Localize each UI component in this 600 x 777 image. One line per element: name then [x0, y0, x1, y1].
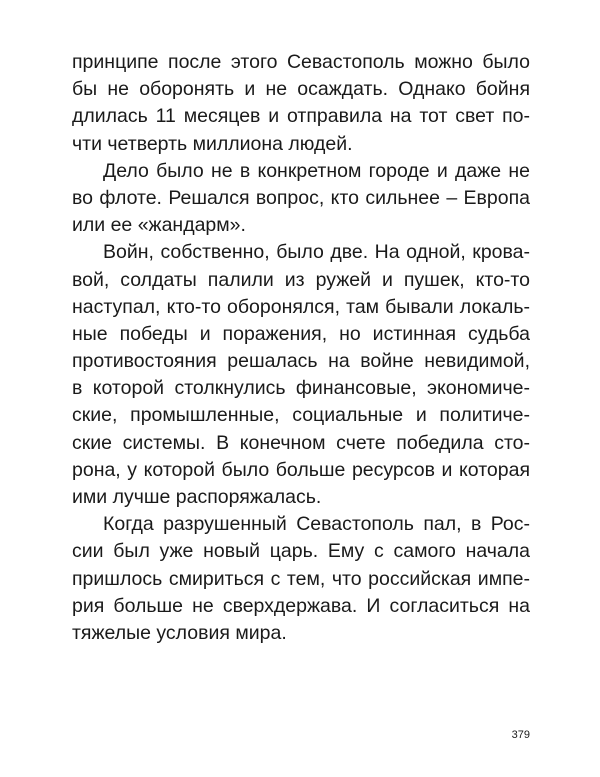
text-line: в которой столкнулись финансовые, экономиче- — [72, 377, 530, 400]
body-text — [72, 49, 530, 647]
text-line: рия больше не сверхдержава. И согласиться на — [72, 594, 530, 617]
paragraph-4 — [72, 511, 530, 647]
text-line: ими лучше распоряжалась. — [72, 486, 322, 508]
text-line: ные победы и поражения, но истинная судьба — [72, 322, 530, 345]
text-line: бы не оборонять и не осаждать. Однако бойня — [72, 78, 530, 101]
text-line: или ее «жандарм». — [72, 214, 246, 237]
text-line: ские системы. В конечном счете победила сто- — [72, 431, 530, 454]
text-line: длилась 11 месяцев и отправила на тот свет по- — [72, 105, 530, 128]
text-line: ские, промышленные, социальные и политиче- — [72, 404, 530, 427]
text-line: во флоте. Решался вопрос, кто сильнее – Европа — [72, 186, 530, 209]
text-line: вой, солдаты палили из ружей и пушек, кто-то — [72, 268, 530, 291]
text-line: наступал, кто-то оборонялся, там бывали локаль- — [72, 295, 530, 318]
paragraph-3 — [72, 239, 530, 511]
text-line: пришлось смириться с тем, что российская импе- — [72, 567, 530, 590]
text-line: тяжелые условия мира. — [72, 621, 287, 644]
text-line: чти четверть миллиона людей. — [72, 132, 353, 155]
text-line: Когда разрушенный Севастополь пал, в Рос- — [103, 513, 530, 536]
text-line: противостояния решалась на войне невидимой, — [72, 350, 530, 373]
paragraph-2 — [72, 158, 530, 240]
text-line: Войн, собственно, было две. На одной, крова- — [103, 241, 530, 264]
paragraph-1 — [72, 49, 530, 158]
text-line: принципе после этого Севастополь можно было — [72, 51, 530, 73]
text-line: рона, у которой было больше ресурсов и которая — [72, 458, 530, 481]
page-number: 379 — [511, 729, 530, 741]
text-line: сии был уже новый царь. Ему с самого начала — [72, 540, 530, 563]
text-line: Дело было не в конкретном городе и даже не — [103, 159, 530, 182]
